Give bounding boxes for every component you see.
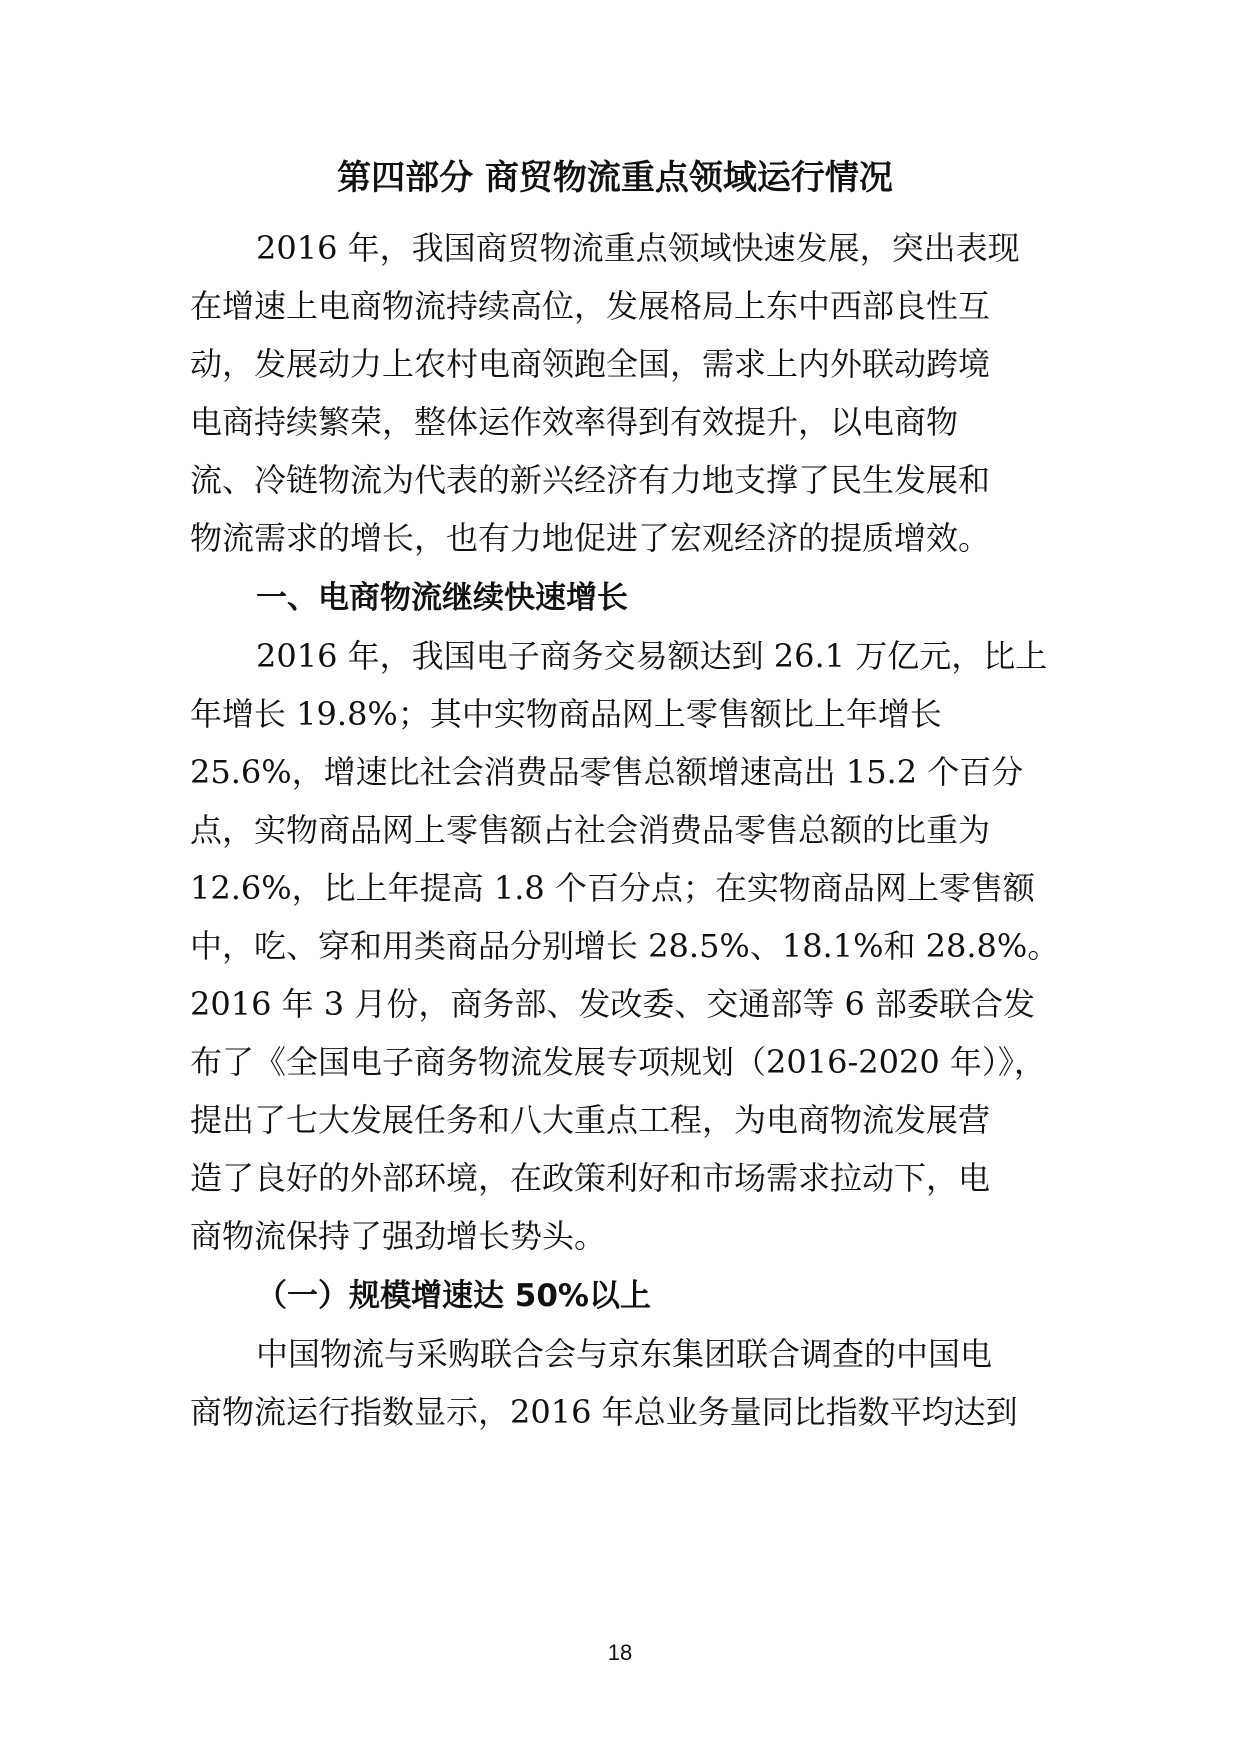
- paragraph-line: 物流需求的增长，也有力地促进了宏观经济的提质增效。: [190, 519, 991, 557]
- paragraph-line: 商物流保持了强劲增长势头。: [190, 1217, 607, 1255]
- paragraph-line: 中国物流与采购联合会与京东集团联合调查的中国电: [256, 1335, 993, 1373]
- page-title: 第四部分 商贸物流重点领域运行情况: [337, 158, 893, 198]
- paragraph-line: 动，发展动力上农村电商领跑全国，需求上内外联动跨境: [190, 345, 991, 383]
- paragraph-line: 提出了七大发展任务和八大重点工程，为电商物流发展营: [190, 1101, 991, 1139]
- paragraph-line: 布了《全国电子商务物流发展专项规划（2016-2020 年）》，: [190, 1043, 1046, 1081]
- paragraph-line: 在增速上电商物流持续高位，发展格局上东中西部良性互: [190, 287, 991, 325]
- subsection-heading: （一）规模增速达 50%以上: [256, 1278, 651, 1314]
- paragraph-line: 2016 年，我国电子商务交易额达到 26.1 万亿元，比上: [256, 637, 1048, 675]
- paragraph-line: 流、冷链物流为代表的新兴经济有力地支撑了民生发展和: [190, 461, 991, 499]
- paragraph-line: 2016 年，我国商贸物流重点领域快速发展，突出表现: [256, 229, 1020, 267]
- paragraph-line: 造了良好的外部环境，在政策利好和市场需求拉动下，电: [190, 1159, 991, 1197]
- paragraph-line: 12.6%，比上年提高 1.8 个百分点；在实物商品网上零售额: [190, 869, 1035, 907]
- paragraph-line: 商物流运行指数显示，2016 年总业务量同比指数平均达到: [190, 1393, 1018, 1431]
- paragraph-line: 中，吃、穿和用类商品分别增长 28.5%、18.1%和 28.8%。: [190, 927, 1060, 965]
- page-number: 18: [607, 1640, 633, 1665]
- paragraph-line: 电商持续繁荣，整体运作效率得到有效提升，以电商物: [190, 403, 959, 441]
- paragraph-line: 2016 年 3 月份，商务部、发改委、交通部等 6 部委联合发: [190, 985, 1036, 1023]
- paragraph-line: 年增长 19.8%；其中实物商品网上零售额比上年增长: [190, 695, 942, 733]
- section-heading: 一、电商物流继续快速增长: [256, 580, 628, 616]
- paragraph-line: 点，实物商品网上零售额占社会消费品零售总额的比重为: [190, 811, 991, 849]
- paragraph-line: 25.6%，增速比社会消费品零售总额增速高出 15.2 个百分: [190, 753, 1024, 791]
